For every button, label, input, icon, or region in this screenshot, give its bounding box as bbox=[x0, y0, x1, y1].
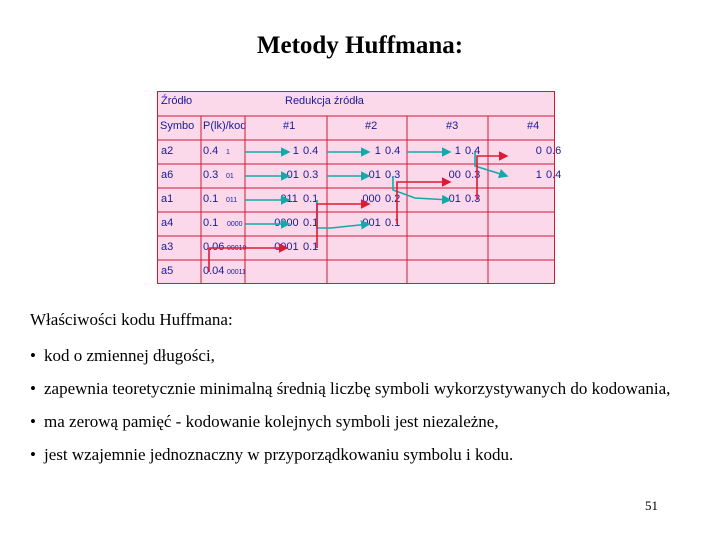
step-prob-cell: 0.4 bbox=[465, 145, 481, 157]
header-reduction: Redukcja źródła bbox=[285, 95, 364, 107]
step-prob-cell: 0.3 bbox=[465, 169, 481, 181]
symbol-cell: a2 bbox=[161, 145, 174, 157]
bullet-item: • zapewnia teoretycznie minimalną średnią liczbę symboli wykorzystywanych do kodowania, bbox=[30, 379, 700, 399]
code-cell: 1 bbox=[226, 149, 230, 156]
symbol-cell: a6 bbox=[161, 169, 174, 181]
step-code-cell: 01 bbox=[448, 193, 461, 205]
bullet-item: • jest wzajemnie jednoznaczny w przyporządkowaniu symbolu i kodu. bbox=[30, 445, 700, 465]
table-grid-arrows bbox=[157, 91, 555, 284]
code-cell: 0000 bbox=[227, 221, 243, 228]
step-prob-cell: 0.1 bbox=[303, 241, 319, 253]
page-title: Metody Huffmana: bbox=[256, 32, 464, 59]
step-prob-cell: 0.4 bbox=[385, 145, 401, 157]
prob-cell: 0.06 bbox=[203, 241, 225, 253]
code-cell: 00011 bbox=[227, 269, 246, 276]
prob-cell: 0.04 bbox=[203, 265, 225, 277]
bullet-item: • kod o zmiennej długości, bbox=[30, 346, 700, 366]
prob-cell: 0.4 bbox=[203, 145, 219, 157]
step-prob-cell: 0.4 bbox=[303, 145, 319, 157]
step-code-cell: 0001 bbox=[274, 241, 299, 253]
header-source: Źródło bbox=[161, 95, 193, 107]
col-step3-header: #3 bbox=[446, 120, 459, 132]
code-cell: 01 bbox=[226, 173, 234, 180]
step-prob-cell: 0.3 bbox=[385, 169, 401, 181]
step-prob-cell: 0.6 bbox=[546, 145, 562, 157]
step-code-cell: 1 bbox=[454, 145, 461, 157]
properties-heading: Właściwości kodu Huffmana: bbox=[30, 310, 233, 329]
step-prob-cell: 0.2 bbox=[385, 193, 401, 205]
step-code-cell: 01 bbox=[368, 169, 381, 181]
step-code-cell: 001 bbox=[362, 217, 381, 229]
prob-cell: 0.1 bbox=[203, 193, 219, 205]
step-code-cell: 1 bbox=[292, 145, 299, 157]
step-code-cell: 000 bbox=[362, 193, 381, 205]
step-code-cell: 01 bbox=[286, 169, 299, 181]
page-number: 51 bbox=[645, 498, 658, 513]
col-step2-header: #2 bbox=[365, 120, 378, 132]
step-code-cell: 0 bbox=[535, 145, 542, 157]
prob-cell: 0.1 bbox=[203, 217, 219, 229]
code-cell: 00010 bbox=[227, 245, 247, 252]
symbol-cell: a5 bbox=[161, 265, 174, 277]
step-prob-cell: 0.1 bbox=[303, 217, 319, 229]
col-prob-header: P(lk)/kod bbox=[203, 120, 247, 132]
col-step4-header: #4 bbox=[527, 120, 540, 132]
symbol-cell: a4 bbox=[161, 217, 174, 229]
symbol-cell: a3 bbox=[161, 241, 174, 253]
step-code-cell: 011 bbox=[280, 193, 298, 205]
step-prob-cell: 0.3 bbox=[465, 193, 481, 205]
step-prob-cell: 0.1 bbox=[303, 193, 319, 205]
step-prob-cell: 0.3 bbox=[303, 169, 319, 181]
step-code-cell: 1 bbox=[535, 169, 542, 181]
step-prob-cell: 0.4 bbox=[546, 169, 562, 181]
step-code-cell: 1 bbox=[374, 145, 381, 157]
step-code-cell: 00 bbox=[448, 169, 461, 181]
huffman-table bbox=[157, 91, 562, 284]
prob-cell: 0.3 bbox=[203, 169, 219, 181]
code-cell: 011 bbox=[226, 197, 238, 204]
arrow-red bbox=[477, 156, 507, 200]
col-symbol-header: Symbo bbox=[160, 120, 195, 132]
col-step1-header: #1 bbox=[283, 120, 296, 132]
step-prob-cell: 0.1 bbox=[385, 217, 401, 229]
bullet-item: • ma zerową pamięć - kodowanie kolejnych symboli jest niezależne, bbox=[30, 412, 700, 432]
symbol-cell: a1 bbox=[161, 193, 174, 205]
properties-list bbox=[30, 346, 700, 478]
step-code-cell: 0000 bbox=[274, 217, 299, 229]
